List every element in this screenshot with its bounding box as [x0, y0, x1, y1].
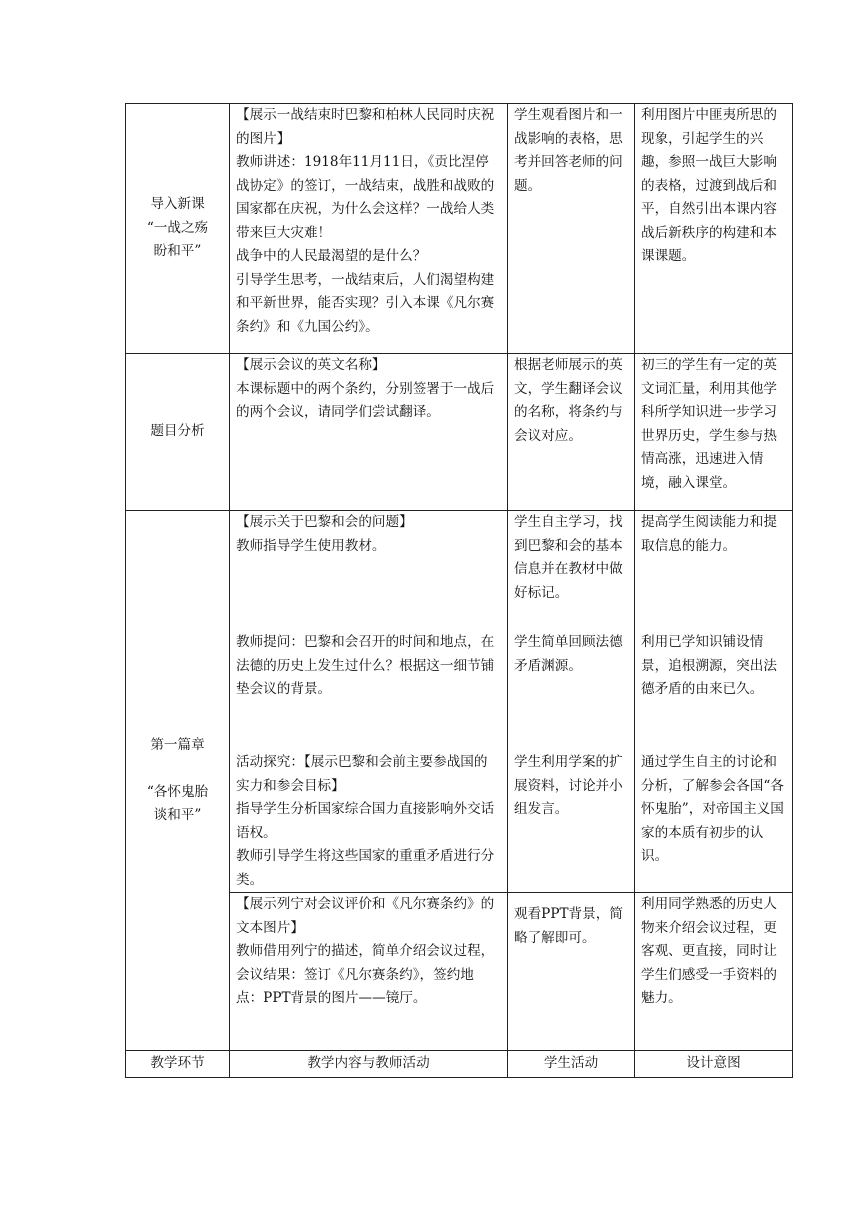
stage-cell: 第一篇章 “各怀鬼胎 谈和平”	[126, 511, 230, 1051]
content-cell: 【展示会议的英文名称】 本课标题中的两个条约，分别签署于一战后的两个会议，请同学们尝试翻译。	[230, 354, 508, 511]
stage-cell: 导入新课 “一战之殇 盼和平”	[126, 104, 230, 354]
content-part: 教师提问：巴黎和会召开的时间和地点，在法德的历史上发生过什么？根据这一细节铺垫会议的背景。	[236, 634, 495, 697]
intent-part: 提高学生阅读能力和提取信息的能力。	[641, 514, 777, 554]
column-header-intent: 设计意图	[635, 1051, 793, 1078]
intent-part: 通过学生自主的讨论和分析，了解参会各国“各怀鬼胎”，对帝国主义国家的本质有初步的认识。	[641, 754, 784, 864]
column-header-stage: 教学环节	[126, 1051, 230, 1078]
stage-cell: 题目分析	[126, 354, 230, 511]
table-row-chapter-1	[126, 511, 793, 893]
column-header-content: 教学内容与教师活动	[230, 1051, 508, 1078]
table-row-intro	[126, 104, 793, 354]
design-intent-cell: 利用图片中匪夷所思的现象，引起学生的兴趣，参照一战巨大影响的表格，过渡到战后和平，自然引出本课内容战后新秩序的构建和本课课题。	[635, 104, 793, 354]
content-cell: 【展示一战结束时巴黎和柏林人民同时庆祝的图片】 教师讲述：1918年11月11日，《贡比涅停战协定》的签订，一战结束，战胜和战败的国家都在庆祝，为什么会这样？一战给人类带来巨大灾难！ 战争中的人民最渴望的是什么？ 引导学生思考，一战结束后，人们渴望构建和平新世界，能否实现？引入本课《凡尔赛条约》和《九国公约》。	[230, 104, 508, 354]
content-cell: 【展示列宁对会议评价和《凡尔赛条约》的文本图片】 教师借用列宁的描述，简单介绍会议过程，会议结果：签订《凡尔赛条约》，签约地点：PPT背景的图片——镜厅。	[230, 893, 508, 1051]
lesson-plan-table	[125, 103, 793, 1078]
student-activity-cell: 学生观看图片和一战影响的表格，思考并回答老师的问题。	[508, 104, 635, 354]
design-intent-cell: 利用同学熟悉的历史人物来介绍会议过程，更客观、更直接，同时让学生们感受一手资料的魅力。	[635, 893, 793, 1051]
column-header-student: 学生活动	[508, 1051, 635, 1078]
student-part: 学生简单回顾法德矛盾渊源。	[514, 634, 623, 674]
content-part: 活动探究：【展示巴黎和会前主要参战国的实力和参会目标】 指导学生分析国家综合国力直接影响外交话语权。 教师引导学生将这些国家的重重矛盾进行分类。	[236, 754, 495, 888]
student-part: 学生自主学习，找到巴黎和会的基本信息并在教材中做好标记。	[514, 514, 623, 601]
student-activity-cell: 观看PPT背景，简略了解即可。	[508, 893, 635, 1051]
content-cell	[230, 511, 508, 893]
student-activity-cell	[508, 511, 635, 893]
design-intent-cell	[635, 511, 793, 893]
table-row-title-analysis	[126, 354, 793, 511]
content-part: 【展示关于巴黎和会的问题】 教师指导学生使用教材。	[236, 514, 413, 554]
design-intent-cell: 初三的学生有一定的英文词汇量，利用其他学科所学知识进一步学习世界历史，学生参与热情高涨，迅速进入情境，融入课堂。	[635, 354, 793, 511]
student-part: 学生利用学案的扩展资料，讨论并小组发言。	[514, 754, 623, 817]
table-header-row	[126, 1051, 793, 1078]
student-activity-cell: 根据老师展示的英文，学生翻译会议的名称，将条约与会议对应。	[508, 354, 635, 511]
intent-part: 利用已学知识铺设情景，追根溯源，突出法德矛盾的由来已久。	[641, 634, 777, 697]
